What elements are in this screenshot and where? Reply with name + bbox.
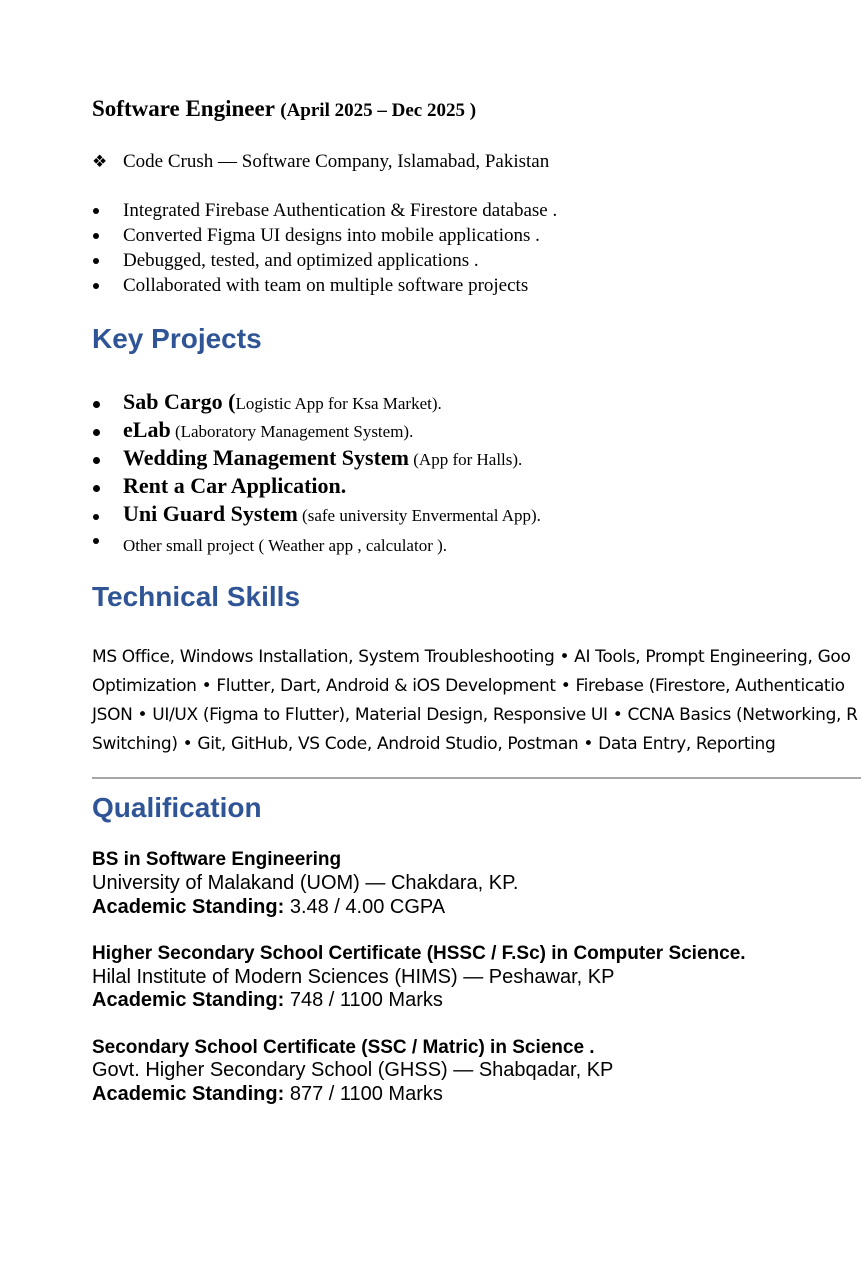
list-item [123,417,413,443]
project-name: Uni Guard System [123,501,298,526]
standing-value: 877 / 1100 Marks [284,1083,443,1105]
list-item [123,501,541,527]
job-title-text: Software Engineer [92,96,275,121]
section-heading-projects: Key Projects [92,323,262,354]
section-heading-qualification: Qualification [92,792,262,823]
skills-line: Optimization • Flutter, Dart, Android & iOS Development • Firebase (Firestore, Authenticatio [92,676,845,696]
diamond-bullet-icon: ❖ [92,152,108,171]
project-desc: Logistic App for Ksa Market). [235,394,442,413]
project-name: Rent a Car Application. [123,473,347,498]
academic-standing [92,896,445,919]
job-dates: (April 2025 – Dec 2025 ) [280,100,477,121]
standing-value: 3.48 / 4.00 CGPA [284,896,446,918]
project-desc: (App for Halls). [409,450,523,469]
bullet-icon [93,258,99,264]
project-name: Sab Cargo ( [123,389,236,414]
company-line: Code Crush — Software Company, Islamabad, Pakistan [123,151,550,172]
standing-value: 748 / 1100 Marks [284,989,443,1011]
skills-line: Switching) • Git, GitHub, VS Code, Android Studio, Postman • Data Entry, Reporting [92,734,776,754]
skills-line: MS Office, Windows Installation, System Troubleshooting • AI Tools, Prompt Engineering, Goo [92,647,851,667]
project-desc: Other small project ( Weather app , calculator ). [123,536,448,555]
list-item [123,531,447,557]
bullet-icon [93,401,100,408]
degree-title: Higher Secondary School Certificate (HSSC / F.Sc) in Computer Science. [92,943,746,964]
standing-label: Academic Standing: [92,896,285,918]
institute-line: Govt. Higher Secondary School (GHSS) — Shabqadar, KP [92,1059,614,1081]
bullet-icon [93,233,99,239]
list-item: Converted Figma UI designs into mobile applications . [123,225,540,246]
list-item [123,389,442,415]
bullet-icon [93,429,100,436]
project-name: eLab [123,417,171,442]
bullet-icon [93,538,99,544]
section-heading-skills: Technical Skills [92,581,301,612]
skills-paragraph [92,643,861,759]
list-item [123,473,346,499]
bullet-icon [93,514,99,520]
bullet-icon [93,485,100,492]
standing-label: Academic Standing: [92,989,285,1011]
bullet-icon [93,457,100,464]
academic-standing [92,1083,443,1106]
degree-title: Secondary School Certificate (SSC / Matric) in Science . [92,1037,595,1058]
bullet-icon [93,283,99,289]
list-item: Integrated Firebase Authentication & Firestore database . [123,200,558,221]
standing-label: Academic Standing: [92,1083,285,1105]
list-item [123,445,522,471]
institute-line: University of Malakand (UOM) — Chakdara, KP. [92,872,519,894]
degree-title: BS in Software Engineering [92,849,342,870]
list-item: Debugged, tested, and optimized applications . [123,250,479,271]
job-title [92,96,476,122]
list-item: Collaborated with team on multiple software projects [123,275,529,296]
project-desc: (safe university Envermental App). [297,506,541,525]
project-name: Wedding Management System [123,445,409,470]
project-desc: (Laboratory Management System). [170,422,414,441]
bullet-icon [93,208,99,214]
institute-line: Hilal Institute of Modern Sciences (HIMS) — Peshawar, KP [92,966,615,988]
skills-line: JSON • UI/UX (Figma to Flutter), Material Design, Responsive UI • CCNA Basics (Networking, R [92,705,858,725]
section-divider [92,777,861,779]
academic-standing [92,989,443,1012]
